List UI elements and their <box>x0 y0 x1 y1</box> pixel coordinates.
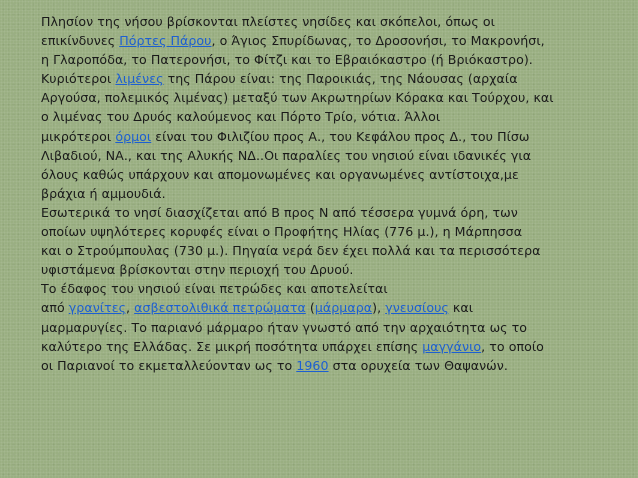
text-line <box>41 31 626 50</box>
text-segment: Εσωτερικά το νησί διασχίζεται από Β προς Ν από τέσσερα γυμνά όρη, των <box>41 204 518 220</box>
text-segment: Λιβαδιού, ΝΑ., και της Αλυκής ΝΔ..Οι παραλίες του νησιού είναι ιδανικές για <box>41 147 532 163</box>
text-segment: μαρμαρυγίες. Το παριανό μάρμαρο ήταν γνωστό από την αρχαιότητα ως το <box>41 319 528 335</box>
text-segment: Το έδαφος του νησιού είναι πετρώδες και αποτελείται <box>41 281 388 297</box>
paragraph <box>41 12 626 203</box>
text-segment: Κυριότεροι <box>41 71 116 87</box>
text-segment: , <box>126 300 135 316</box>
text-line <box>41 279 626 298</box>
text-segment: η Γλαροπόδα, το Πατερονήσι, το Φίτζι και το Εβραιόκαστρο (ή Βριόκαστρο). <box>41 52 533 68</box>
text-segment: όλους καθώς υπάρχουν και απομονωμένες και οργανωμένες αντίστοιχα,με <box>41 166 519 182</box>
inline-link[interactable]: γρανίτες <box>68 300 127 316</box>
text-segment: μικρότεροι <box>41 128 116 144</box>
text-line <box>41 12 626 31</box>
text-segment: Αργούσα, πολεμικός λιμένας) μεταξύ των Ακρωτηρίων Κόρακα και Τούρχου, και <box>41 90 554 106</box>
text-line <box>41 88 626 107</box>
text-segment: της Πάρου είναι: της Παροικιάς, της Νάουσας (αρχαία <box>163 71 518 87</box>
text-segment: Πλησίον της νήσου βρίσκονται πλείστες νησίδες και σκόπελοι, όπως οι <box>41 14 495 29</box>
paragraph <box>41 203 626 279</box>
text-line <box>41 107 626 126</box>
text-segment: ( <box>305 300 315 316</box>
text-line <box>41 241 626 260</box>
text-line <box>41 203 626 222</box>
article-text <box>41 12 626 375</box>
text-line <box>41 298 626 317</box>
inline-link[interactable]: ασβεστολιθικά πετρώματα <box>134 300 306 316</box>
text-segment: οποίων υψηλότερες κορυφές είναι ο Προφήτης Ηλίας (776 μ.), η Μάρπησσα <box>41 224 523 240</box>
text-line <box>41 356 626 375</box>
text-segment: επικίνδυνες <box>41 33 120 49</box>
text-line <box>41 222 626 241</box>
text-segment: στα ορυχεία των Θαψανών. <box>328 357 508 373</box>
text-line <box>41 50 626 69</box>
text-segment: και <box>448 300 474 316</box>
text-segment: , το οποίο <box>481 338 544 354</box>
text-line <box>41 127 626 146</box>
text-line <box>41 337 626 356</box>
inline-link[interactable]: μάρμαρα <box>314 300 373 316</box>
text-segment: και ο Στρούμπουλας (730 μ.). Πηγαία νερά δεν έχει πολλά και τα περισσότερα <box>41 243 541 259</box>
text-segment: οι Παριανοί το εκμεταλλεύονταν ως το <box>41 357 297 373</box>
text-line <box>41 184 626 203</box>
paragraph <box>41 279 626 374</box>
text-segment: είναι του Φιλιζίου προς Α., του Κεφάλου προς Δ., του Πίσω <box>151 128 530 144</box>
text-segment: από <box>41 300 69 316</box>
text-line <box>41 260 626 279</box>
text-line <box>41 146 626 165</box>
text-line <box>41 318 626 337</box>
inline-link[interactable]: γνευσίους <box>385 300 449 316</box>
text-segment: υφιστάμενα βρίσκονται στην περιοχή του Δρυού. <box>41 262 354 278</box>
text-segment: ο λιμένας του Δρυός καλούμενος και Πόρτο Τρίο, νότια. Άλλοι <box>41 109 441 125</box>
inline-link[interactable]: όρμοι <box>115 128 152 144</box>
inline-link[interactable]: μαγγάνιο <box>422 338 482 354</box>
text-segment: ), <box>372 300 386 316</box>
inline-link[interactable]: Πόρτες Πάρου <box>119 33 212 49</box>
text-segment: , ο Άγιος Σπυρίδωνας, το Δροσονήσι, το Μακρονήσι, <box>211 33 545 49</box>
inline-link[interactable]: λιμένες <box>115 71 164 87</box>
text-line <box>41 165 626 184</box>
inline-link[interactable]: 1960 <box>296 357 329 373</box>
text-segment: καλύτερο της Ελλάδας. Σε μικρή ποσότητα υπάρχει επίσης <box>41 338 423 354</box>
text-line <box>41 69 626 88</box>
text-segment: βράχια ή αμμουδιά. <box>41 185 166 201</box>
